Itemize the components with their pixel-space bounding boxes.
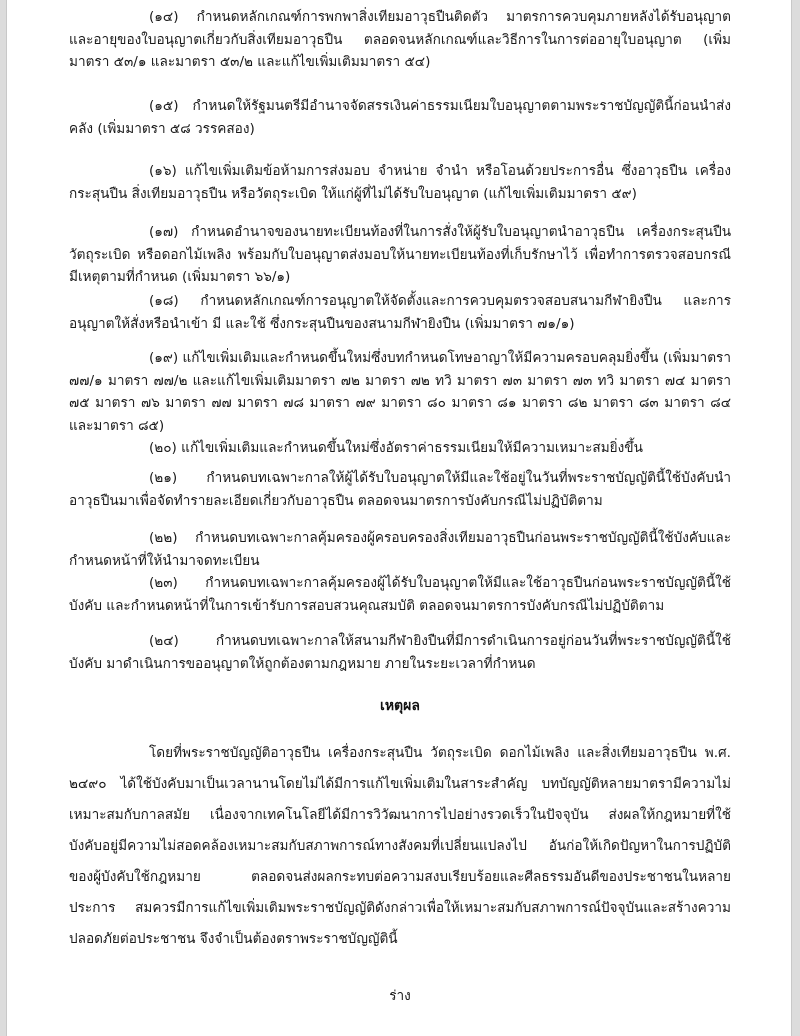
item-14: (๑๔) กำหนดหลักเกณฑ์การพกพาสิ่งเทียมอาวุธปืนติดตัว มาตรการควบคุมภายหลังได้รับอนุญาต และอายุของใบอนุญาตเกี่ยวกับสิ่งเทียมอาวุธปืน ตลอดจนหลักเกณฑ์และวิธีการในการต่ออายุใบอนุญาต (เพิ่มมาตรา ๕๓/๑ และมาตรา ๕๓/๒ และแก้ไขเพิ่มเติมมาตรา ๕๔) [69,9,731,70]
item-17: (๑๗) กำหนดอำนาจของนายทะเบียนท้องที่ในการสั่งให้ผู้รับใบอนุญาตนำอาวุธปืน เครื่องกระสุนปืน วัตถุระเบิด หรือดอกไม้เพลิง พร้อมกับใบอนุญาตส่งมอบให้นายทะเบียนท้องที่เก็บรักษาไว้ เพื่อทำการตรวจสอบกรณีมีเหตุตามที่กำหนด (เพิ่มมาตรา ๖๖/๑) [69,224,731,285]
item-19: (๑๙) แก้ไขเพิ่มเติมและกำหนดขึ้นใหม่ซึ่งบทกำหนดโทษอาญาให้มีความครอบคลุมยิ่งขึ้น (เพิ่มมาตรา ๗๗/๑ มาตรา ๗๗/๒ และแก้ไขเพิ่มเติมมาตรา ๗๒ มาตรา ๗๒ ทวิ มาตรา ๗๓ มาตรา ๗๓ ทวิ มาตรา ๗๔ มาตรา ๗๕ มาตรา ๗๖ มาตรา ๗๗ มาตรา ๗๘ มาตรา ๗๙ มาตรา ๘๐ มาตรา ๘๑ มาตรา ๘๒ มาตรา ๘๓ มาตรา ๘๔ และมาตรา ๘๕) [69,350,731,434]
item-22: (๒๒) กำหนดบทเฉพาะกาลคุ้มครองผู้ครอบครองสิ่งเทียมอาวุธปืนก่อนพระราชบัญญัตินี้ใช้บังคับและกำหนดหน้าที่ให้นำมาจดทะเบียน [69,530,731,569]
reasons-paragraph: โดยที่พระราชบัญญัติอาวุธปืน เครื่องกระสุนปืน วัตถุระเบิด ดอกไม้เพลิง และสิ่งเทียมอาวุธปืน พ.ศ. ๒๔๙๐ ได้ใช้บังคับมาเป็นเวลานานโดยไม่ได้มีการแก้ไขเพิ่มเติมในสาระสำคัญ บทบัญญัติหลายมาตรามีความไม่เหมาะสมกับกาลสมัย เนื่องจากเทคโนโลยีได้มีการวิวัฒนาการไปอย่างรวดเร็วในปัจจุบัน ส่งผลให้กฎหมายที่ใช้บังคับอยู่มีความไม่สอดคล้องเหมาะสมกับสภาพการณ์ทางสังคมที่เปลี่ยนแปลงไป อันก่อให้เกิดปัญหาในการปฏิบัติของผู้บังคับใช้กฎหมาย ตลอดจนส่งผลกระทบต่อความสงบเรียบร้อยและศีลธรรมอันดีของประชาชนในหลายประการ สมควรมีการแก้ไขเพิ่มเติมพระราชบัญญัติดังกล่าวเพื่อให้เหมาะสมกับสภาพการณ์ปัจจุบันและสร้างความปลอดภัยต่อประชาชน จึงจำเป็นต้องตราพระราชบัญญัตินี้ [69,745,731,947]
item-15: (๑๕) กำหนดให้รัฐมนตรีมีอำนาจจัดสรรเงินค่าธรรมเนียมใบอนุญาตตามพระราชบัญญัตินี้ก่อนนำส่งคลัง (เพิ่มมาตรา ๕๘ วรรคสอง) [69,98,731,137]
item-21: (๒๑) กำหนดบทเฉพาะกาลให้ผู้ได้รับใบอนุญาตให้มีและใช้อยู่ในวันที่พระราชบัญญัตินี้ใช้บังคับนำอาวุธปืนมาเพื่อจัดทำรายละเอียดเกี่ยวกับอาวุธปืน ตลอดจนมาตรการบังคับกรณีไม่ปฏิบัติตาม [69,470,731,509]
document-page [6,0,792,1036]
item-18: (๑๘) กำหนดหลักเกณฑ์การอนุญาตให้จัดตั้งและการควบคุมตรวจสอบสนามกีฬายิงปืน และการอนุญาตให้สั่งหรือนำเข้า มี และใช้ ซึ่งกระสุนปืนของสนามกีฬายิงปืน (เพิ่มมาตรา ๗๑/๑) [69,293,731,332]
reasons-heading: เหตุผล [380,698,420,714]
draft-footer: ร่าง [389,988,411,1004]
item-24: (๒๔) กำหนดบทเฉพาะกาลให้สนามกีฬายิงปืนที่มีการดำเนินการอยู่ก่อนวันที่พระราชบัญญัตินี้ใช้บังคับ มาดำเนินการขออนุญาตให้ถูกต้องตามกฎหมาย ภายในระยะเวลาที่กำหนด [69,633,731,672]
item-23: (๒๓) กำหนดบทเฉพาะกาลคุ้มครองผู้ได้รับใบอนุญาตให้มีและใช้อาวุธปืนก่อนพระราชบัญญัตินี้ใช้บังคับ และกำหนดหน้าที่ในการเข้ารับการสอบสวนคุณสมบัติ ตลอดจนมาตรการบังคับกรณีไม่ปฏิบัติตาม [69,575,731,614]
item-20: (๒๐) แก้ไขเพิ่มเติมและกำหนดขึ้นใหม่ซึ่งอัตราค่าธรรมเนียมให้มีความเหมาะสมยิ่งขึ้น [149,440,643,456]
item-16: (๑๖) แก้ไขเพิ่มเติมข้อห้ามการส่งมอบ จำหน่าย จำนำ หรือโอนด้วยประการอื่น ซึ่งอาวุธปืน เครื่องกระสุนปืน สิ่งเทียมอาวุธปืน หรือวัตถุระเบิด ให้แก่ผู้ที่ไม่ได้รับใบอนุญาต (แก้ไขเพิ่มเติมมาตรา ๕๙) [69,163,731,202]
